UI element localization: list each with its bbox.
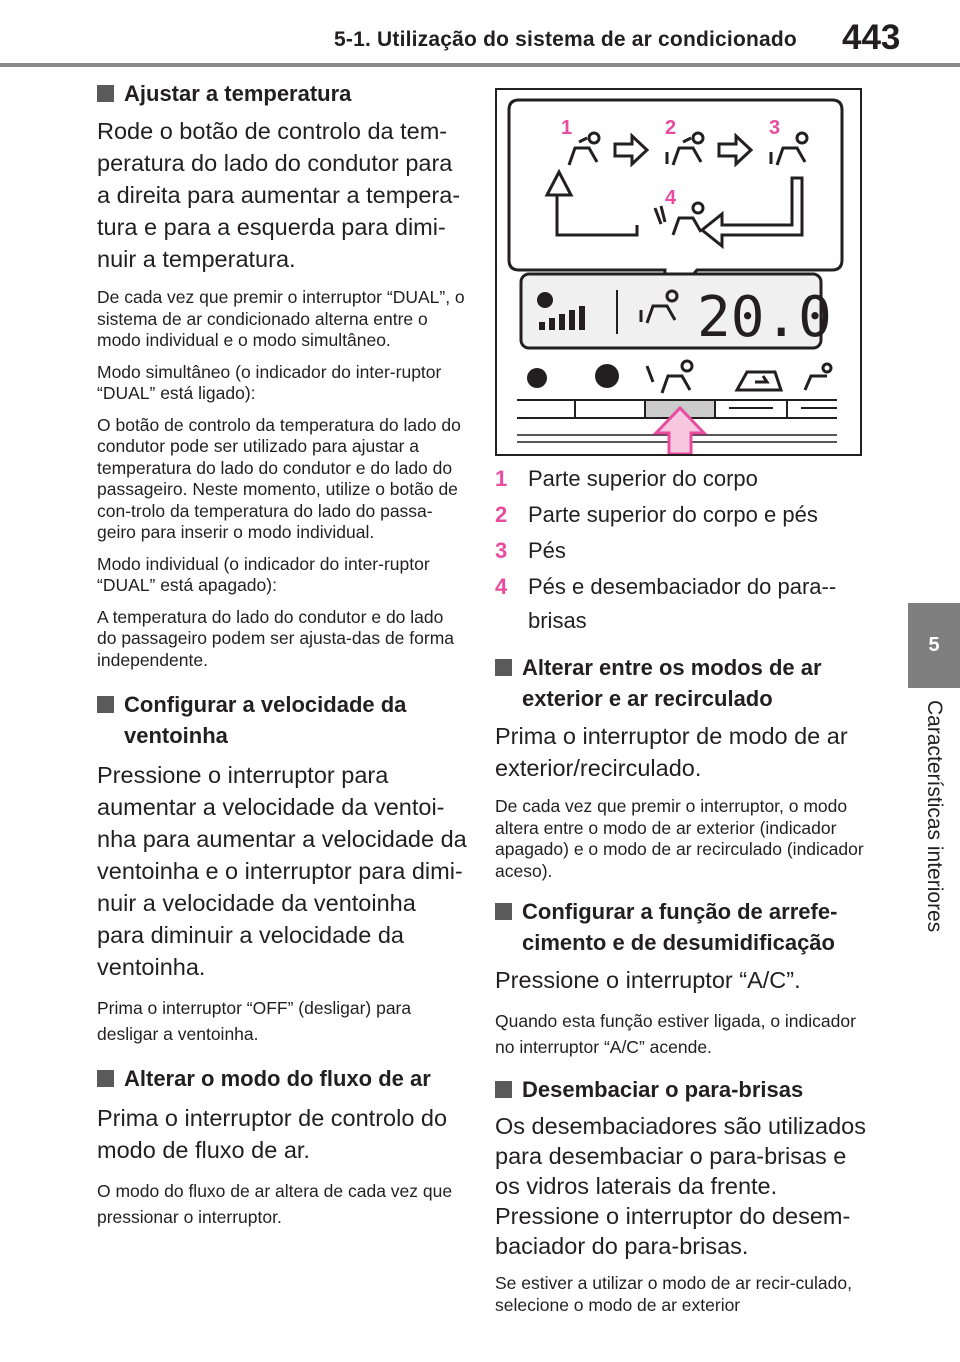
header-rule: [0, 63, 960, 67]
bullet-square-icon: [495, 659, 512, 676]
mode-button-icon: [647, 361, 692, 393]
bullet-square-icon: [97, 85, 114, 102]
note-text: A temperatura do lado do condutor e do lado do passageiro podem ser ajusta-das de forma independente.: [97, 606, 455, 670]
bullet-square-icon: [97, 696, 114, 713]
note-text: Modo individual (o indicador do inter-ruptor “DUAL” está apagado):: [97, 553, 430, 595]
chapter-label: Características interiores: [923, 700, 946, 933]
chapter-tab[interactable]: 5: [908, 603, 960, 688]
body-text: Pressione o interruptor “A/C”.: [495, 967, 801, 993]
mode-label-4: 4: [665, 187, 677, 209]
mode-label-1: 1: [561, 117, 573, 139]
note-text: Quando esta função estiver ligada, o indicador no interruptor “A/C” acende.: [495, 1011, 856, 1057]
list-item: 4 Pés e desembaciador do para--brisas: [495, 574, 837, 633]
note-text: Se estiver a utilizar o modo de ar recir-culado, selecione o modo de ar exterior: [495, 1273, 852, 1315]
bullet-square-icon: [495, 903, 512, 920]
climate-panel-illustration: [497, 90, 860, 454]
note-text: O modo do fluxo de ar altera de cada vez que pressionar o interruptor.: [97, 1181, 453, 1227]
recirculate-button-icon: [737, 372, 781, 390]
running-header: 5-1. Utilização do sistema de ar condicionado: [334, 28, 797, 51]
body-text: Rode o botão de controlo da tem-peratura do lado do condutor para a direita para aumentar a tempera-tura e para a esquerda para dimi-nuir a temperatura.: [97, 118, 461, 272]
bullet-square-icon: [97, 1070, 114, 1087]
section-heading: Ajustar a temperatura: [97, 78, 467, 109]
note-text: Prima o interruptor “OFF” (desligar) para desligar a ventoinha.: [97, 998, 412, 1044]
note-text: O botão de controlo da temperatura do lado do condutor pode ser utilizado para ajustar a temperatura do lado do condutor e do lado do passageiro. Neste momento, utilize o botão de con-trolo da temperatura do lado do passa-geiro para inserir o modo individual.: [97, 414, 461, 542]
body-text: Prima o interruptor de modo de ar exterior/recirculado.: [495, 723, 848, 781]
fan-low-button-icon: [527, 368, 547, 388]
list-item: 2 Parte superior do corpo e pés: [495, 502, 818, 527]
note-text: De cada vez que premir o interruptor, o modo altera entre o modo de ar exterior (indicador apagado) e o modo de ar recirculado (indicador aceso).: [495, 796, 864, 881]
body-text: Prima o interruptor de controlo do modo de fluxo de ar.: [97, 1105, 448, 1163]
fan-high-button-icon: [595, 364, 619, 388]
section-heading: Alterar o modo do fluxo de ar: [97, 1063, 467, 1094]
mode-label-2: 2: [665, 117, 677, 139]
partial-button-icon: [805, 364, 831, 390]
body-text: Pressione o interruptor para aumentar a velocidade da ventoi-nha para aumentar a velocidade da ventoinha e o interruptor para dimi-nuir a velocidade da ventoinha para diminuir a velocidade da ventoinha.: [97, 762, 467, 980]
airflow-mode-figure: [495, 88, 862, 456]
bullet-square-icon: [495, 1081, 512, 1098]
mode-label-3: 3: [769, 117, 781, 139]
section-heading: Alterar entre os modos de ar exterior e ar recirculado: [495, 652, 875, 714]
page-number: 443: [842, 18, 901, 57]
section-heading: Configurar a velocidade da ventoinha: [97, 689, 467, 751]
section-heading: Desembaciar o para-brisas: [495, 1074, 875, 1105]
body-text: Os desembaciadores são utilizados para desembaciar o para-brisas e os vidros laterais da frente. Pressione o interruptor do desem-baciador do para-brisas.: [495, 1113, 866, 1259]
list-item: 1 Parte superior do corpo: [495, 466, 758, 491]
note-text: De cada vez que premir o interruptor “DUAL”, o sistema de ar condicionado alterna entre o modo individual e o modo simultâneo.: [97, 287, 465, 350]
note-text: Modo simultâneo (o indicador do inter-ruptor “DUAL” está ligado):: [97, 361, 442, 403]
section-heading: Configurar a função de arrefe-cimento e de desumidificação: [495, 896, 875, 958]
right-column: [495, 462, 875, 1326]
temperature-readout: 20.0: [697, 285, 832, 350]
list-item: 3 Pés: [495, 538, 566, 563]
left-column: [97, 78, 467, 1240]
